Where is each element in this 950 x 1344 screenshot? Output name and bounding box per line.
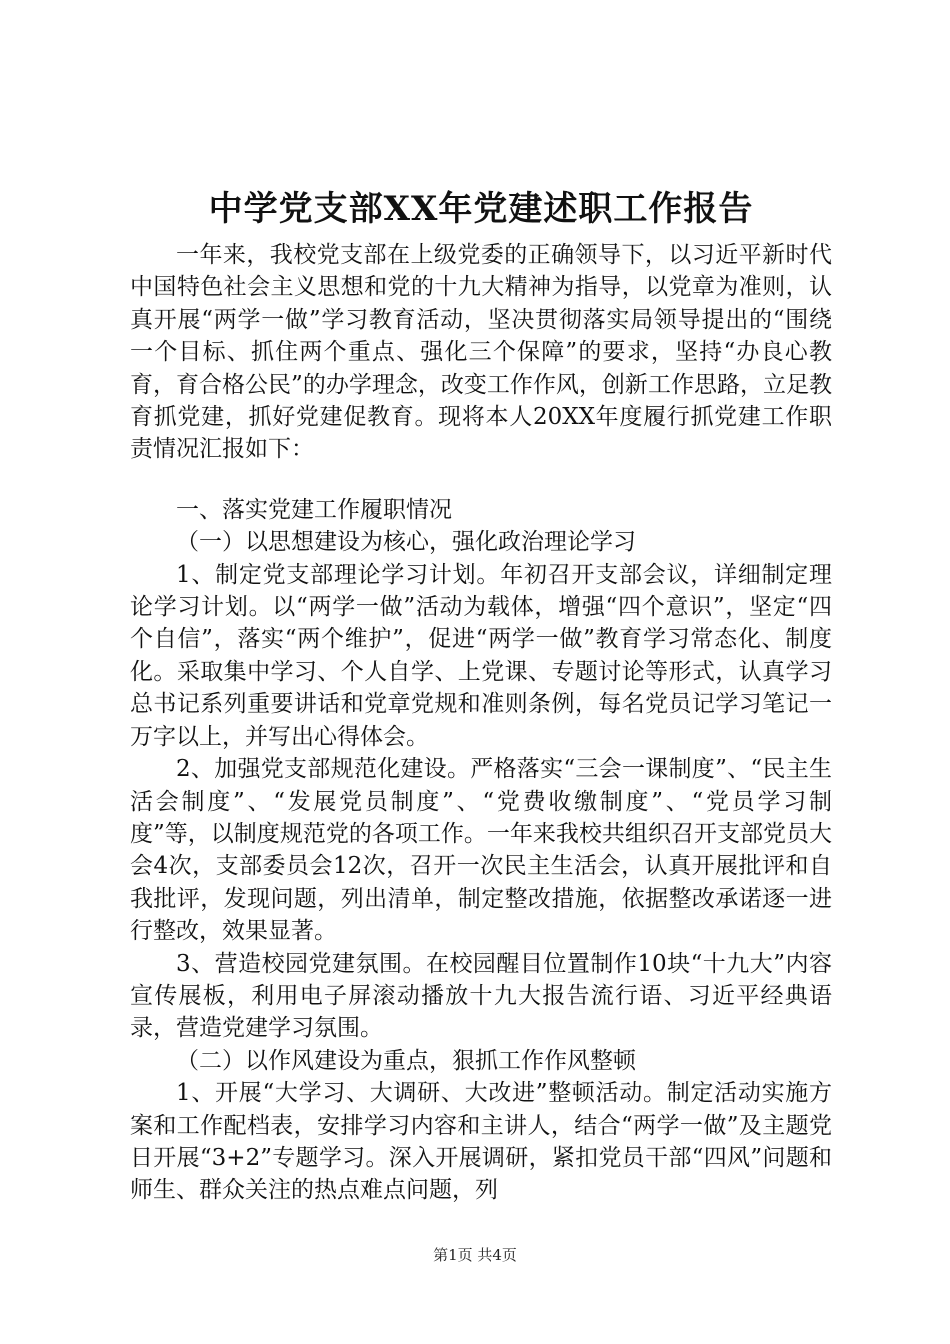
intro-paragraph: 一年来，我校党支部在上级党委的正确领导下，以习近平新时代中国特色社会主义思想和党的十九大精神为指导，以党章为准则，认真开展“两学一做”学习教育活动，坚决贯彻落实局领导提出的“围绕一个目标、抓住两个重点、强化三个保障”的要求，坚持“办良心教育，育合格公民”的办学理念，改变工作作风，创新工作思路，立足教育抓党建，抓好党建促教育。现将本人20XX年度履行抓党建工作职责情况汇报如下： (130, 242, 832, 463)
subsection-2-item-1: 1、开展“大学习、大调研、大改进”整顿活动。制定活动实施方案和工作配档表，安排学习内容和主讲人，结合“两学一做”及主题党日开展“3+2”专题学习。深入开展调研，紧扣党员干部“四风”问题和师生、群众关注的热点难点问题，列 (130, 1080, 832, 1204)
document-title: 中学党支部XX年党建述职工作报告 (208, 189, 754, 229)
subsection-1-item-1: 1、制定党支部理论学习计划。年初召开支部会议，详细制定理论学习计划。以“两学一做”活动为载体，增强“四个意识”，坚定“四个自信”，落实“两个维护”，促进“两学一做”教育学习常态化、制度化。采取集中学习、个人自学、上党课、专题讨论等形式，认真学习总书记系列重要讲话和党章党规和准则条例，每名党员记学习笔记一万字以上，并写出心得体会。 (130, 561, 832, 750)
document-page (130, 183, 832, 1207)
subsection-heading-2: （二）以作风建设为重点，狠抓工作作风整顿 (176, 1047, 636, 1074)
subsection-1-item-2: 2、加强党支部规范化建设。严格落实“三会一课制度”、“民主生活会制度”、“发展党员制度”、“党费收缴制度”、“党员学习制度”等，以制度规范党的各项工作。一年来我校共组织召开支部党员大会4次，支部委员会12次，召开一次民主生活会，认真开展批评和自我批评，发现问题，列出清单，制定整改措施，依据整改承诺逐一进行整改，效果显著。 (130, 756, 832, 945)
page-footer: 第1页 共4页 (433, 1246, 517, 1264)
subsection-1-item-3: 3、营造校园党建氛围。在校园醒目位置制作10块“十九大”内容宣传展板，利用电子屏滚动播放十九大报告流行语、习近平经典语录，营造党建学习氛围。 (130, 950, 832, 1042)
section-heading-1: 一、落实党建工作履职情况 (176, 496, 452, 523)
paragraph-gap (130, 466, 832, 494)
subsection-heading-1: （一）以思想建设为核心，强化政治理论学习 (176, 529, 636, 556)
